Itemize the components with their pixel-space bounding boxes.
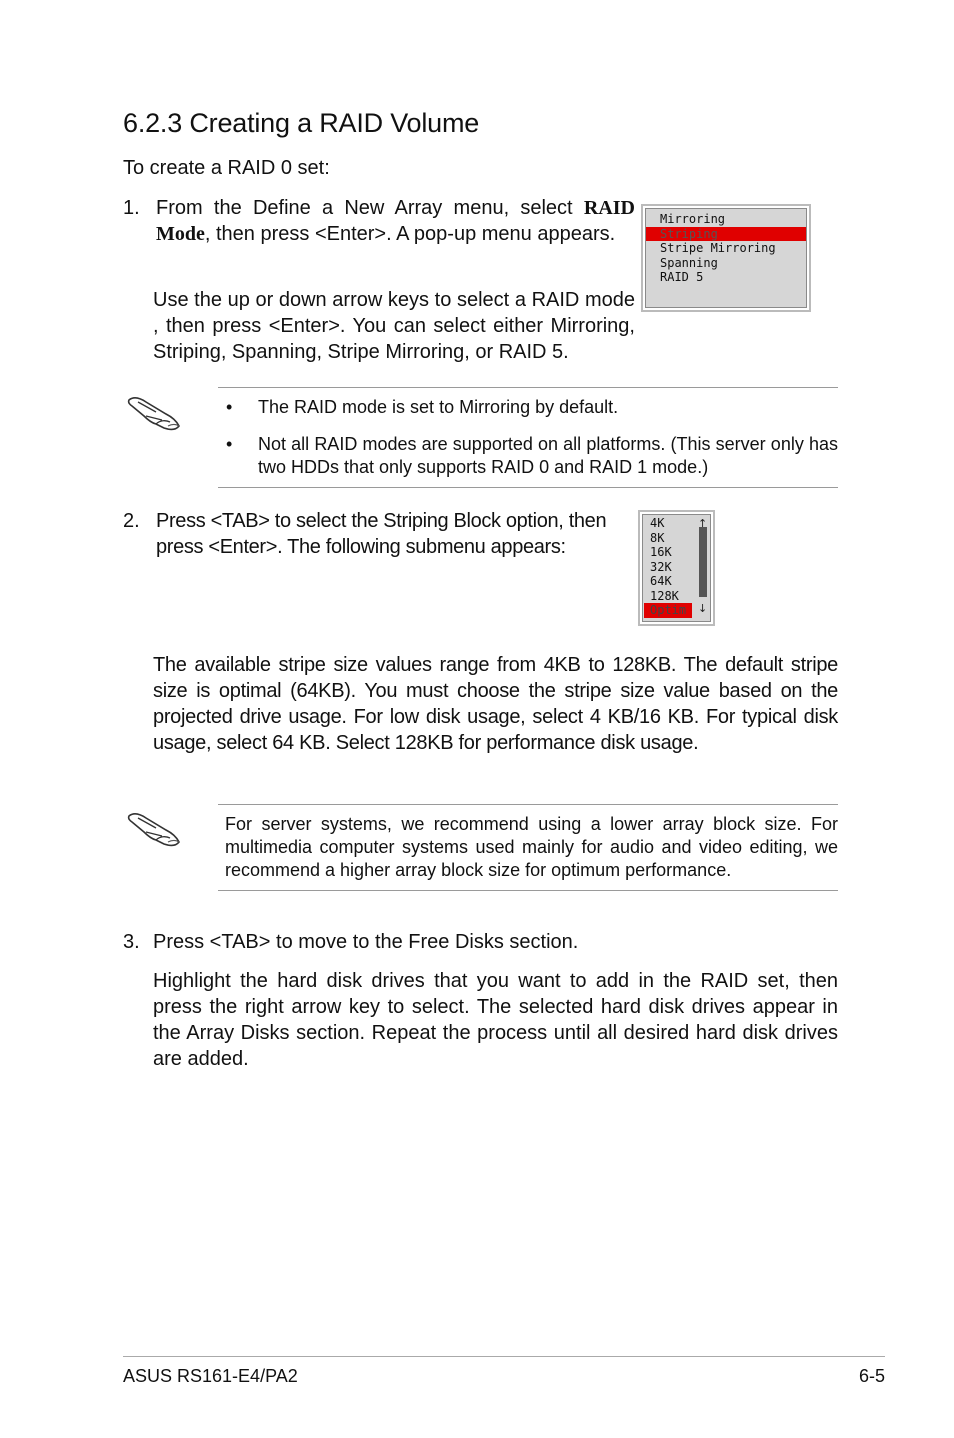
note-1-bottom-rule	[218, 487, 838, 488]
hand-pointing-icon	[126, 390, 182, 434]
step-3-text: Press <TAB> to move to the Free Disks section.	[153, 931, 579, 953]
stripe-size-option[interactable]: 16K	[650, 545, 672, 559]
step-3-para2: Highlight the hard disk drives that you want to add in the RAID set, then press the right arrow key to select. The selected hard disk drives appear in the Array Disks section. Repeat the process until all desired hard disk drives are added.	[153, 970, 838, 1070]
stripe-size-option[interactable]: 4K	[650, 516, 665, 530]
scroll-down-arrow-icon[interactable]: ↓	[698, 602, 708, 615]
step-1-para2: Use the up or down arrow keys to select a RAID mode , then press <Enter>. You can select either Mirroring, Striping, Spanning, Stripe Mirroring, or RAID 5.	[153, 289, 635, 363]
bullet-dot: •	[226, 434, 233, 454]
raid-mode-option[interactable]: Stripe Mirroring	[660, 241, 776, 255]
footer-model: ASUS RS161-E4/PA2	[123, 1366, 298, 1386]
note-1-bullet-2	[226, 433, 838, 479]
note-2-text: For server systems, we recommend using a lower array block size. For multimedia computer systems used mainly for audio and video editing, we recommend a higher array block size for optimum performance.	[225, 814, 838, 880]
step-1-bold: RAID Mode	[156, 197, 635, 245]
step-1-text	[156, 195, 635, 247]
step-3-number: 3.	[123, 931, 140, 953]
scroll-up-arrow-icon[interactable]: ↑	[698, 517, 708, 530]
raid-mode-list	[646, 212, 806, 285]
stripe-size-option[interactable]: Optim	[644, 603, 692, 618]
stripe-block-popup	[638, 510, 715, 626]
note-2-top-rule	[218, 804, 838, 805]
step-3	[123, 929, 838, 955]
stripe-size-option[interactable]: 64K	[650, 574, 672, 588]
raid-mode-option[interactable]: RAID 5	[660, 270, 704, 284]
section-title: 6.2.3 Creating a RAID Volume	[123, 108, 480, 138]
note-2-bottom-rule	[218, 890, 838, 891]
step-1-number: 1.	[123, 197, 140, 219]
step-1-text-after: , then press <Enter>. A pop-up menu appears.	[204, 223, 616, 245]
stripe-size-option[interactable]: 128K	[650, 588, 679, 603]
note-1-bullet-1	[226, 396, 838, 419]
note-1-bullet-2-text: Not all RAID modes are supported on all platforms. (This server only has two HDDs that only supports RAID 0 and RAID 1 mode.)	[258, 434, 838, 477]
note-1-bullet-1-text: The RAID mode is set to Mirroring by default.	[258, 397, 619, 417]
step-2-number: 2.	[123, 510, 140, 532]
step-2-para2: The available stripe size values range from 4KB to 128KB. The default stripe size is optimal (64KB). You must choose the stripe size value based on the projected drive usage. For low disk usage, select 4 KB/16 KB. For typical disk usage, select 64 KB. Select 128KB for performance disk usage.	[153, 654, 838, 754]
intro-text: To create a RAID 0 set:	[123, 157, 330, 179]
scrollbar-track[interactable]	[699, 527, 707, 597]
stripe-size-list	[644, 516, 692, 618]
stripe-size-option[interactable]: 32K	[650, 559, 672, 574]
note-1-top-rule	[218, 387, 838, 388]
step-1	[123, 195, 635, 247]
step-1-text-before: From the Define a New Array menu, select	[156, 197, 573, 219]
stripe-size-option[interactable]: 8K	[650, 530, 665, 545]
bullet-dot: •	[226, 397, 233, 417]
step-2	[123, 508, 635, 560]
footer-page-number: 6-5	[858, 1366, 885, 1386]
hand-pointing-icon	[126, 806, 182, 850]
step-1-para2-part	[153, 287, 635, 365]
footer-rule	[123, 1356, 885, 1357]
raid-mode-option[interactable]: Striping	[646, 227, 806, 242]
raid-mode-option[interactable]: Spanning	[660, 255, 718, 270]
raid-mode-option[interactable]: Mirroring	[660, 212, 726, 226]
step-2-text: Press <TAB> to select the Striping Block option, then press <Enter>. The following submenu appears:	[156, 510, 607, 558]
raid-mode-popup	[641, 204, 811, 312]
